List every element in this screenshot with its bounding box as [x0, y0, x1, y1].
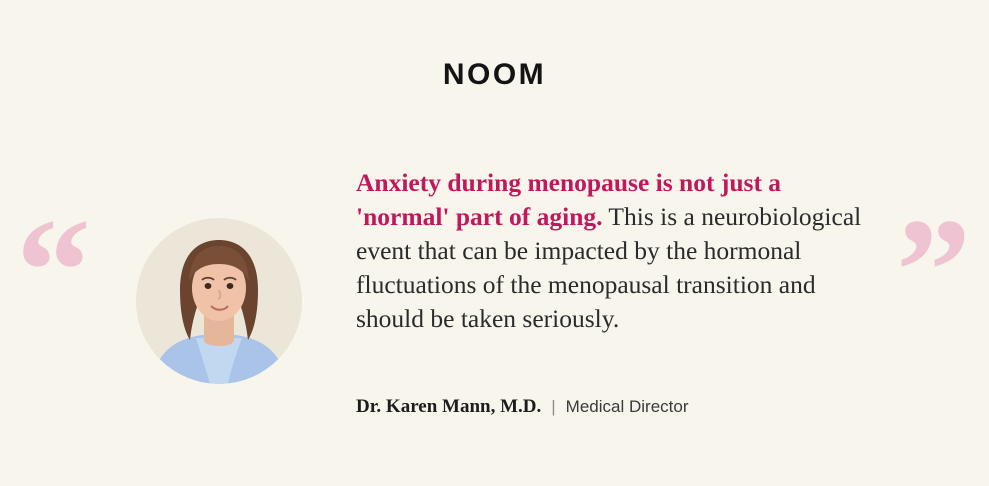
author-name: Dr. Karen Mann, M.D. — [356, 396, 542, 417]
open-quote-icon: “ — [16, 188, 91, 354]
attribution-divider: | — [551, 397, 556, 416]
quote-highlight: Anxiety during menopause is not just a 'normal' part of aging. — [356, 168, 782, 231]
brand-logo: NOOM — [442, 58, 547, 91]
quote-block — [356, 166, 866, 336]
close-quote-icon: ” — [896, 188, 971, 354]
attribution — [356, 396, 688, 418]
quote-paragraph — [356, 166, 866, 336]
avatar — [136, 218, 302, 384]
author-role: Medical Director — [565, 397, 689, 416]
portrait-illustration — [136, 218, 302, 384]
quote-body: This is a neurobiological event that can be impacted by the hormonal fluctuations of the menopausal transition and should be taken seriously. — [356, 202, 862, 333]
